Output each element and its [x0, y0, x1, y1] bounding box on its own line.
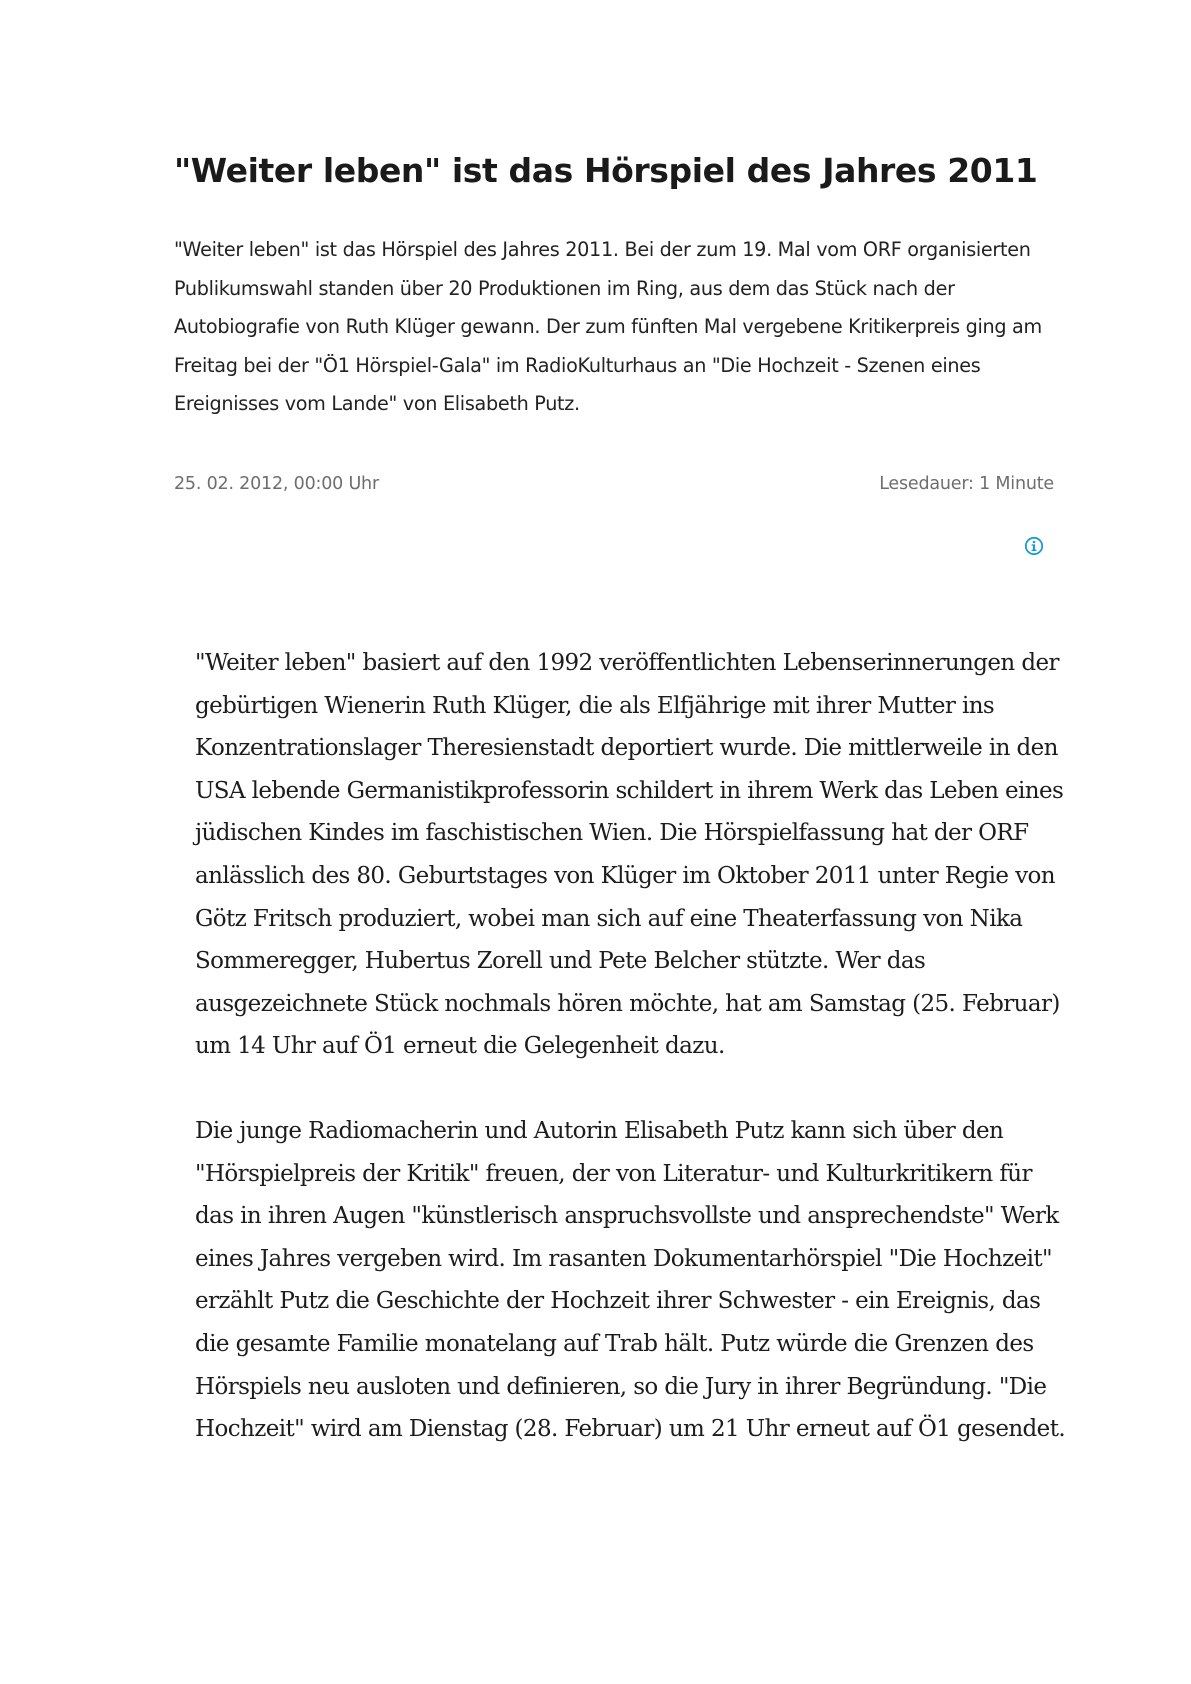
body-paragraph: Die junge Radiomacherin und Autorin Elisabeth Putz kann sich über den "Hörspielpreis der Kritik" freuen, der von Literatur- und Kulturkritikern für das in ihren Augen "künstlerisch anspruchsvollste und ansprechendste" Werk eines Jahres vergeben wird. Im rasanten Dokumentarhörspiel "Die Hochzeit" erzählt Putz die Geschichte der Hochzeit ihrer Schwester - ein Ereignis, das die gesamte Familie monatelang auf Trab hält. Putz würde die Grenzen des Hörspiels neu ausloten und definieren, so die Jury in ihrer Begründung. "Die Hochzeit" wird am Dienstag (28. Februar) um 21 Uhr erneut auf Ö1 gesendet.	[195, 1117, 1066, 1443]
info-icon[interactable]	[1024, 536, 1044, 556]
article-lead: "Weiter leben" ist das Hörspiel des Jahres 2011. Bei der zum 19. Mal vom ORF organisierten Publikumswahl standen über 20 Produktionen im Ring, aus dem das Stück nach der Autobiografie von Ruth Klüger gewann. Der zum fünften Mal vergebene Kritikerpreis ging am Freitag bei der "Ö1 Hörspiel-Gala" im RadioKulturhaus an "Die Hochzeit - Szenen eines Ereignisses vom Lande" von Elisabeth Putz.	[174, 238, 1042, 416]
article-header	[174, 150, 1054, 424]
info-icon-graphic	[1024, 536, 1044, 556]
read-time: Lesedauer: 1 Minute	[879, 474, 1054, 494]
article-body	[195, 642, 1075, 1451]
body-paragraph: "Weiter leben" basiert auf den 1992 veröffentlichten Lebenserinnerungen der gebürtigen Wienerin Ruth Klüger, die als Elfjährige mit ihrer Mutter ins Konzentrationslager Theresienstadt deportiert wurde. Die mittlerweile in den USA lebende Germanistikprofessorin schildert in ihrem Werk das Leben eines jüdischen Kindes im faschistischen Wien. Die Hörspielfassung hat der ORF anlässlich des 80. Geburtstages von Klüger im Oktober 2011 unter Regie von Götz Fritsch produziert, wobei man sich auf eine Theaterfassung von Nika Sommeregger, Hubertus Zorell und Pete Belcher stützte. Wer das ausgezeichnete Stück nochmals hören möchte, hat am Samstag (25. Februar) um 14 Uhr auf Ö1 erneut die Gelegenheit dazu.	[195, 650, 1064, 1060]
article-title: "Weiter leben" ist das Hörspiel des Jahres 2011	[174, 151, 1038, 190]
article-meta	[174, 474, 1054, 498]
publish-date: 25. 02. 2012, 00:00 Uhr	[174, 474, 379, 494]
